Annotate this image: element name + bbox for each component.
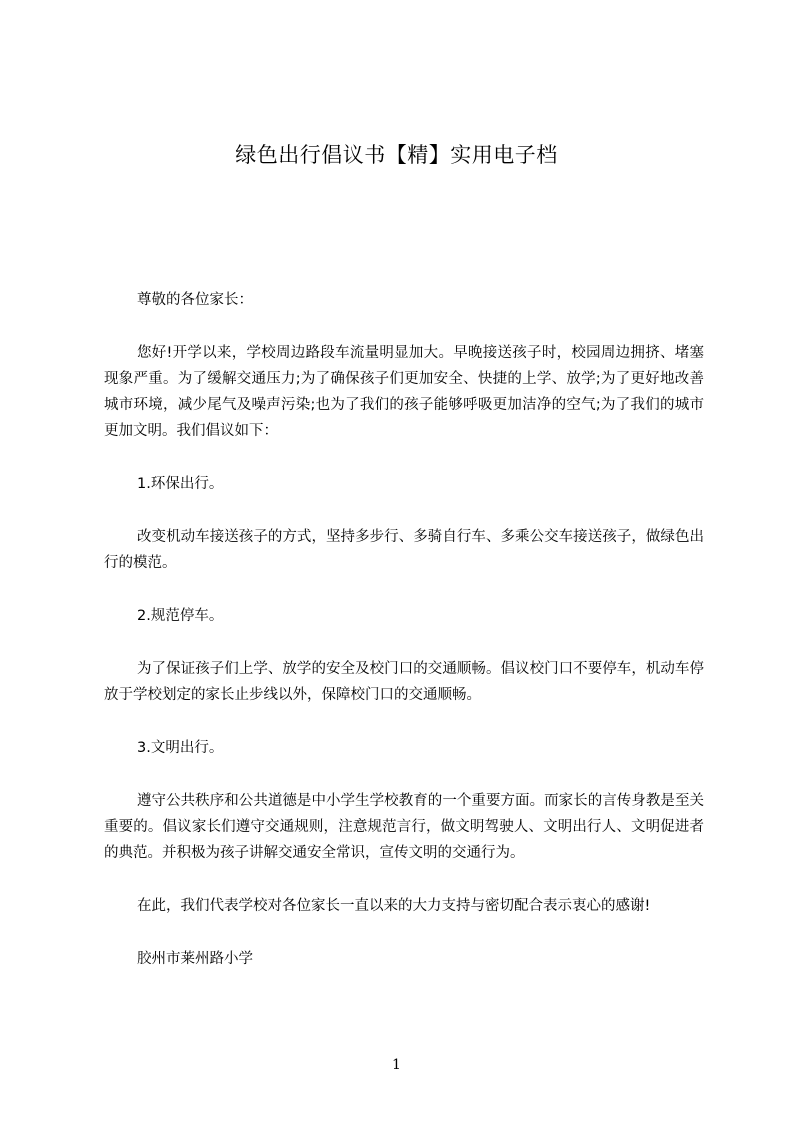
heading-2: 2.规范停车。 [137, 608, 224, 624]
paragraph-3: 遵守公共秩序和公共道德是中小学生学校教育的一个重要方面。而家长的言传身教是至关重要的。倡议家长们遵守交通规则，注意规范言行，做文明驾驶人、文明出行人、文明促进者的典范。并积极为孩子讲解交通安全常识，宣传文明的交通行为。 [104, 793, 704, 861]
paragraph-intro: 您好!开学以来，学校周边路段车流量明显加大。早晚接送孩子时，校园周边拥挤、堵塞现象严重。为了缓解交通压力;为了确保孩子们更加安全、快捷的上学、放学;为了更好地改善城市环境，减少尾气及噪声污染;也为了我们的孩子能够呼吸更加洁净的空气;为了我们的城市更加文明。我们倡议如下： [104, 345, 704, 439]
heading-3: 3.文明出行。 [137, 740, 224, 756]
document-body [104, 287, 704, 972]
signature: 胶州市莱州路小学 [137, 951, 253, 967]
salutation: 尊敬的各位家长： [137, 292, 253, 308]
page-number: 1 [392, 1057, 401, 1073]
heading-1: 1.环保出行。 [137, 476, 224, 492]
paragraph-thanks: 在此，我们代表学校对各位家长一直以来的大力支持与密切配合表示衷心的感谢! [137, 898, 651, 914]
paragraph-1: 改变机动车接送孩子的方式，坚持多步行、多骑自行车、多乘公交车接送孩子，做绿色出行的模范。 [104, 529, 704, 571]
paragraph-2: 为了保证孩子们上学、放学的安全及校门口的交通顺畅。倡议校门口不要停车，机动车停放于学校划定的家长止步线以外，保障校门口的交通顺畅。 [104, 661, 704, 703]
document-title: 绿色出行倡议书【精】实用电子档 [235, 143, 558, 167]
